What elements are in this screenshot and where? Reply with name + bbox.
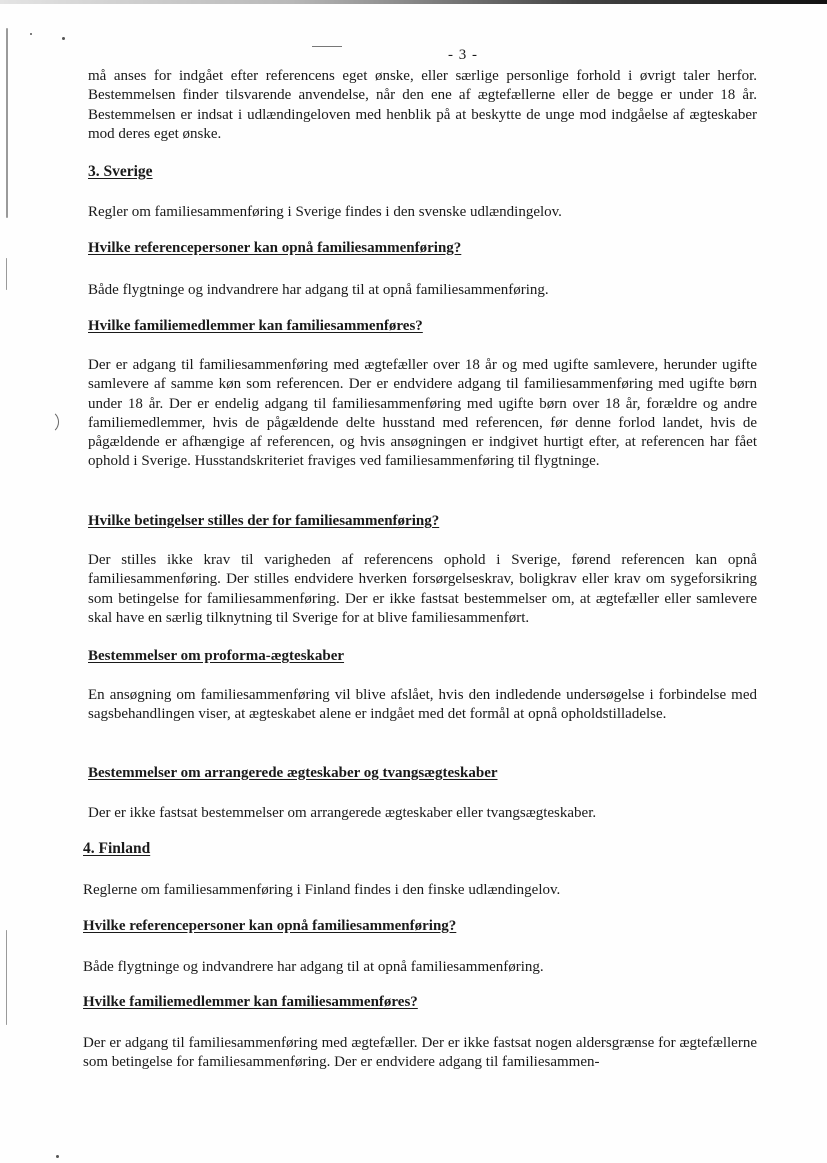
sweden-family-members-text: Der er adgang til familiesammenføring med ægtefæller over 18 år og med ugifte samlevere, herunder ugifte samlevere af samme køn som referencen. Der er endvidere adgang til familiesammenføring med ugifte børn under 18 år. Der er endelig adgang til familiesammenføring med ugifte børn over 18 år, forældre og andre familiemedlemmer, hvis de pågældende delte husstand med referencen, før denne forlod landet, hvis de pågældende er afhængige af referencen, og hvis ansøgningen er indgivet hurtigt efter, at referencen har fået ophold i Sverige. Husstandskriteriet fraviges ved familiesammenføring til flygtninge. (88, 357, 757, 470)
finland-reference-persons-text: Både flygtninge og indvandrere har adgang til at opnå familiesammenføring. (83, 959, 544, 975)
sweden-reference-persons-heading: Hvilke referencepersoner kan opnå familiesammenføring? (88, 240, 462, 256)
sweden-proforma-heading: Bestemmelser om proforma-ægteskaber (88, 648, 345, 664)
section-heading-sweden: 3. Sverige (88, 163, 153, 180)
sweden-reference-persons-text: Både flygtninge og indvandrere har adgang til at opnå familiesammenføring. (88, 282, 549, 298)
finland-intro-text: Reglerne om familiesammenføring i Finland findes i den finske udlændingelov. (83, 882, 561, 898)
scan-margin-mark (6, 28, 8, 218)
scan-speck (62, 37, 65, 40)
scan-dash-mark (312, 46, 342, 47)
section-heading-finland: 4. Finland (83, 840, 151, 857)
sweden-conditions-text: Der stilles ikke krav til varigheden af referencens ophold i Sverige, førend referencen kan opnå familiesammenføring. Der stilles endvidere hverken forsørgelseskrav, boligkrav eller krav om sygeforsikring som betingelse for familiesammenføring. Der er ikke fastsat bestemmelser om, at ægtefæller eller samlevere skal have en særlig tilknytning til Sverige for at blive familiesammenført. (88, 552, 757, 626)
sweden-family-members-heading: Hvilke familiemedlemmer kan familiesammenføres? (88, 318, 423, 334)
finland-family-members-text: Der er adgang til familiesammenføring med ægtefæller. Der er ikke fastsat nogen aldersgrænse for ægtefællerne som betingelse for familiesammenføring. Der er endvidere adgang til familiesammen- (83, 1035, 757, 1071)
finland-family-members-heading: Hvilke familiemedlemmer kan familiesammenføres? (83, 994, 418, 1010)
finland-reference-persons-heading: Hvilke referencepersoner kan opnå familiesammenføring? (83, 918, 457, 934)
scan-speck (30, 33, 32, 35)
punch-hole-mark (44, 410, 59, 434)
sweden-arranged-marriages-heading: Bestemmelser om arrangerede ægteskaber og tvangsægteskaber (88, 765, 498, 781)
intro-paragraph: må anses for indgået efter referencens eget ønske, eller særlige personlige forhold i øvrigt taler herfor. Bestemmelsen finder tilsvarende anvendelse, når den ene af ægtefællerne eller de begge er under 18 år. Bestemmelsen er indsat i udlændingeloven med henblik på at beskytte de unge mod indgåelse af ægteskaber mod deres eget ønske. (88, 68, 757, 142)
sweden-proforma-text: En ansøgning om familiesammenføring vil blive afslået, hvis den indledende undersøgelse i forbindelse med sagsbehandlingen viser, at ægteskabet alene er indgået med det formål at opnå opholdstilladelse. (88, 687, 757, 723)
page-number: - 3 - (448, 47, 478, 63)
sweden-intro-text: Regler om familiesammenføring i Sverige findes i den svenske udlændingelov. (88, 204, 562, 220)
scan-margin-mark (6, 930, 7, 1025)
scan-speck (56, 1155, 59, 1158)
scan-margin-mark (6, 258, 7, 290)
scan-top-border (0, 0, 827, 4)
sweden-conditions-heading: Hvilke betingelser stilles der for familiesammenføring? (88, 513, 440, 529)
sweden-arranged-marriages-text: Der er ikke fastsat bestemmelser om arrangerede ægteskaber eller tvangsægteskaber. (88, 805, 597, 821)
